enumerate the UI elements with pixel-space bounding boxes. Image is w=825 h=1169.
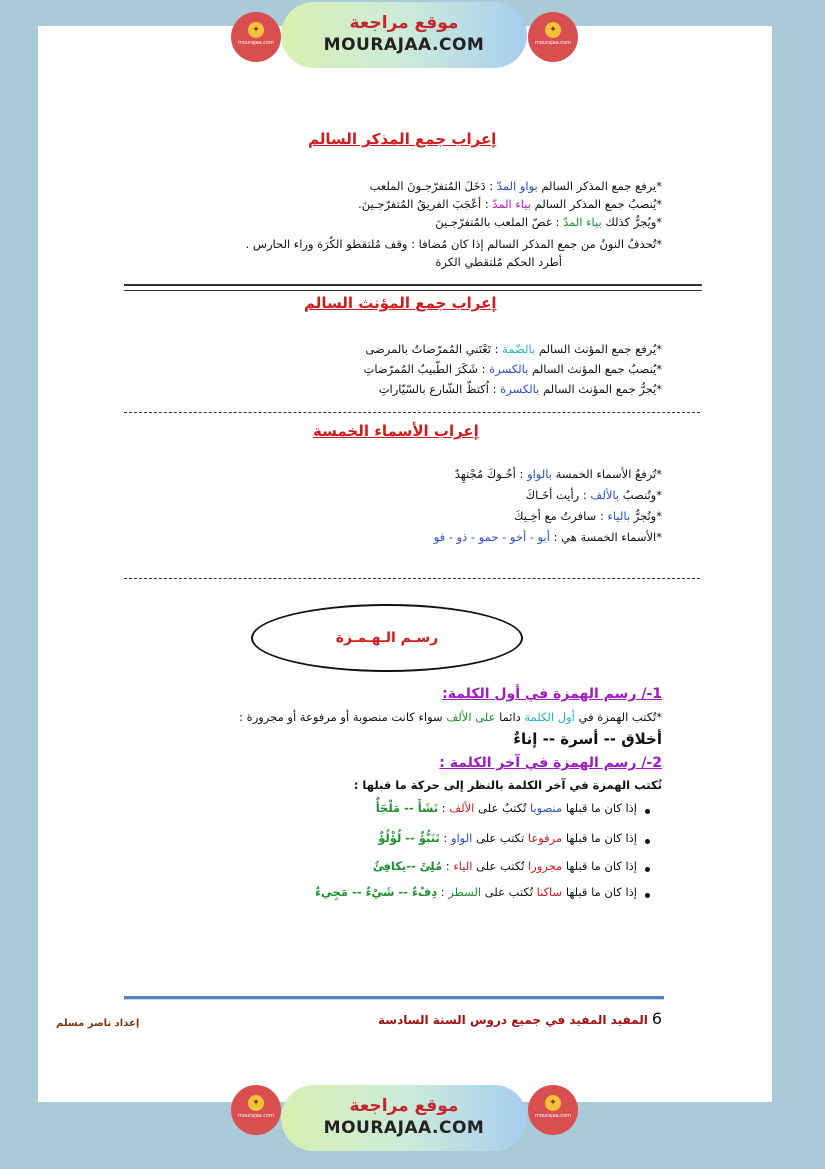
text-line: تُكتب الهمزة في آخر الكلمة بالنظر إلى حركة ما قبلها : <box>353 778 662 792</box>
brand-logo-right: ✦ mourajaa.com <box>528 12 578 62</box>
text-line: *وتُنصبُ بالألف : رأيت أخَـاكَ <box>525 488 662 502</box>
brand-name-ar: موقع مراجعة <box>349 13 459 33</box>
text-line: *تُرفعُ الأسماء الخمسة بالواو : أخُـوكَ مُجْتهِدٌ <box>454 467 662 481</box>
text-line: *يُنصبُ جمع المؤنث السالم بالكسرة : شَكَرَ الطّبيبُ المُمرّضاتِ <box>363 362 662 376</box>
book-title: المفيد المفيد في جميع دروس السنة السادسة <box>378 1013 648 1027</box>
author-credit: إعداد ناصر مسلم <box>56 1018 140 1029</box>
text-line: *تُحذفُ النونُ من جمع المذكر السالم إذا كان مُضافا : وقف مُلتقطو الكُرَة وراء الحارس . <box>245 237 662 251</box>
page-number: 6 <box>651 1009 662 1028</box>
footer-rule <box>124 996 664 1000</box>
separator <box>124 284 702 291</box>
list-item: إذا كان ما قبلها مجرورا تُكتب على الياء : مُلِئَ --يكافِئُ <box>372 859 637 873</box>
hamza-start-title: 1-/ رسم الهمزة في أول الكلمة: <box>442 686 662 702</box>
document-page <box>38 26 772 1102</box>
hamza-end-title: 2-/ رسم الهمزة في آخر الكلمة : <box>439 755 662 771</box>
list-item: إذا كان ما قبلها ساكنا تُكتب على السطر : دِفْءٌ -- شَيْءٌ -- مَجِيءٌ <box>315 885 637 899</box>
logo-icon: ✦ <box>545 22 561 38</box>
brand-logo-right: ✦ mourajaa.com <box>528 1085 578 1135</box>
examples-line: أخلاق -- أسرة -- إناءٌ <box>513 730 662 748</box>
section-title-masculine-plural: إعراب جمع المذكر السالم <box>308 130 497 148</box>
list-item: إذا كان ما قبلها منصوبا تُكتبُ على الألف : نَشَأَ -- مَلْجَأٌ <box>375 801 637 815</box>
brand-logo-left: ✦ mourajaa.com <box>231 1085 281 1135</box>
text-line: *يُجرُّ جمع المؤنث السالم بالكسرة : اُكتظّ الشّارع بالسّيّاراتِ <box>378 382 662 396</box>
logo-icon: ✦ <box>545 1095 561 1111</box>
separator <box>124 412 700 413</box>
text-line: *الأسماء الخمسة هي : أبو - أخو - حمو - ذو - فو <box>433 530 662 544</box>
bullet-icon <box>645 867 650 872</box>
text-line: *يُنصبُ جمع المذكر السالم بياء المدّ : أعْجَبَ الفريقُ المُتفرّجـينَ. <box>358 197 662 211</box>
logo-icon: ✦ <box>248 1095 264 1111</box>
text-line: *تُكتب الهمزة في أول الكلمة دائما على الألف سواء كانت منصوبة أو مرفوعة أو مجرورة : <box>239 710 662 724</box>
hamza-title-oval: رسـم الـهـمـزة <box>251 604 523 672</box>
separator <box>124 578 700 579</box>
section-title-five-nouns: إعراب الأسماء الخمسة <box>313 422 479 440</box>
text-line: *ويُجرُّ كذلك بياء المدّ : غصّ الملعب بالمُتفرّجـينَ <box>435 215 662 229</box>
logo-icon: ✦ <box>248 22 264 38</box>
bullet-icon <box>645 893 650 898</box>
text-line: أطرد الحكم مُلتقطي الكرة <box>435 255 562 269</box>
bullet-icon <box>645 839 650 844</box>
bullet-icon <box>645 809 650 814</box>
brand-logo-left: ✦ mourajaa.com <box>231 12 281 62</box>
brand-banner-bottom[interactable] <box>281 1085 527 1151</box>
text-line: *وتُجرُّ بالياء : سافرتُ مع أخِـيكَ <box>514 509 662 523</box>
brand-banner-top[interactable] <box>281 2 527 68</box>
text-line: *يُرفع جمع المؤنث السالم بالضّمة : تَعْتَني المُمرّضاتُ بالمرضى <box>365 342 662 356</box>
brand-name-en: MOURAJAA.COM <box>323 35 485 55</box>
footer-title <box>378 1009 662 1028</box>
brand-name-en: MOURAJAA.COM <box>323 1118 485 1138</box>
list-item: إذا كان ما قبلها مرفوعا تكتب على الواو : تَنَبُّؤٌ -- لُؤْلُؤٌ <box>378 831 637 845</box>
section-title-feminine-plural: إعراب جمع المؤنث السالم <box>304 294 497 312</box>
brand-name-ar: موقع مراجعة <box>349 1096 459 1116</box>
text-line: *يرفع جمع المذكر السالم بواو المدّ : دَخَلَ المُتفرّجـونَ الملعب <box>369 179 662 193</box>
